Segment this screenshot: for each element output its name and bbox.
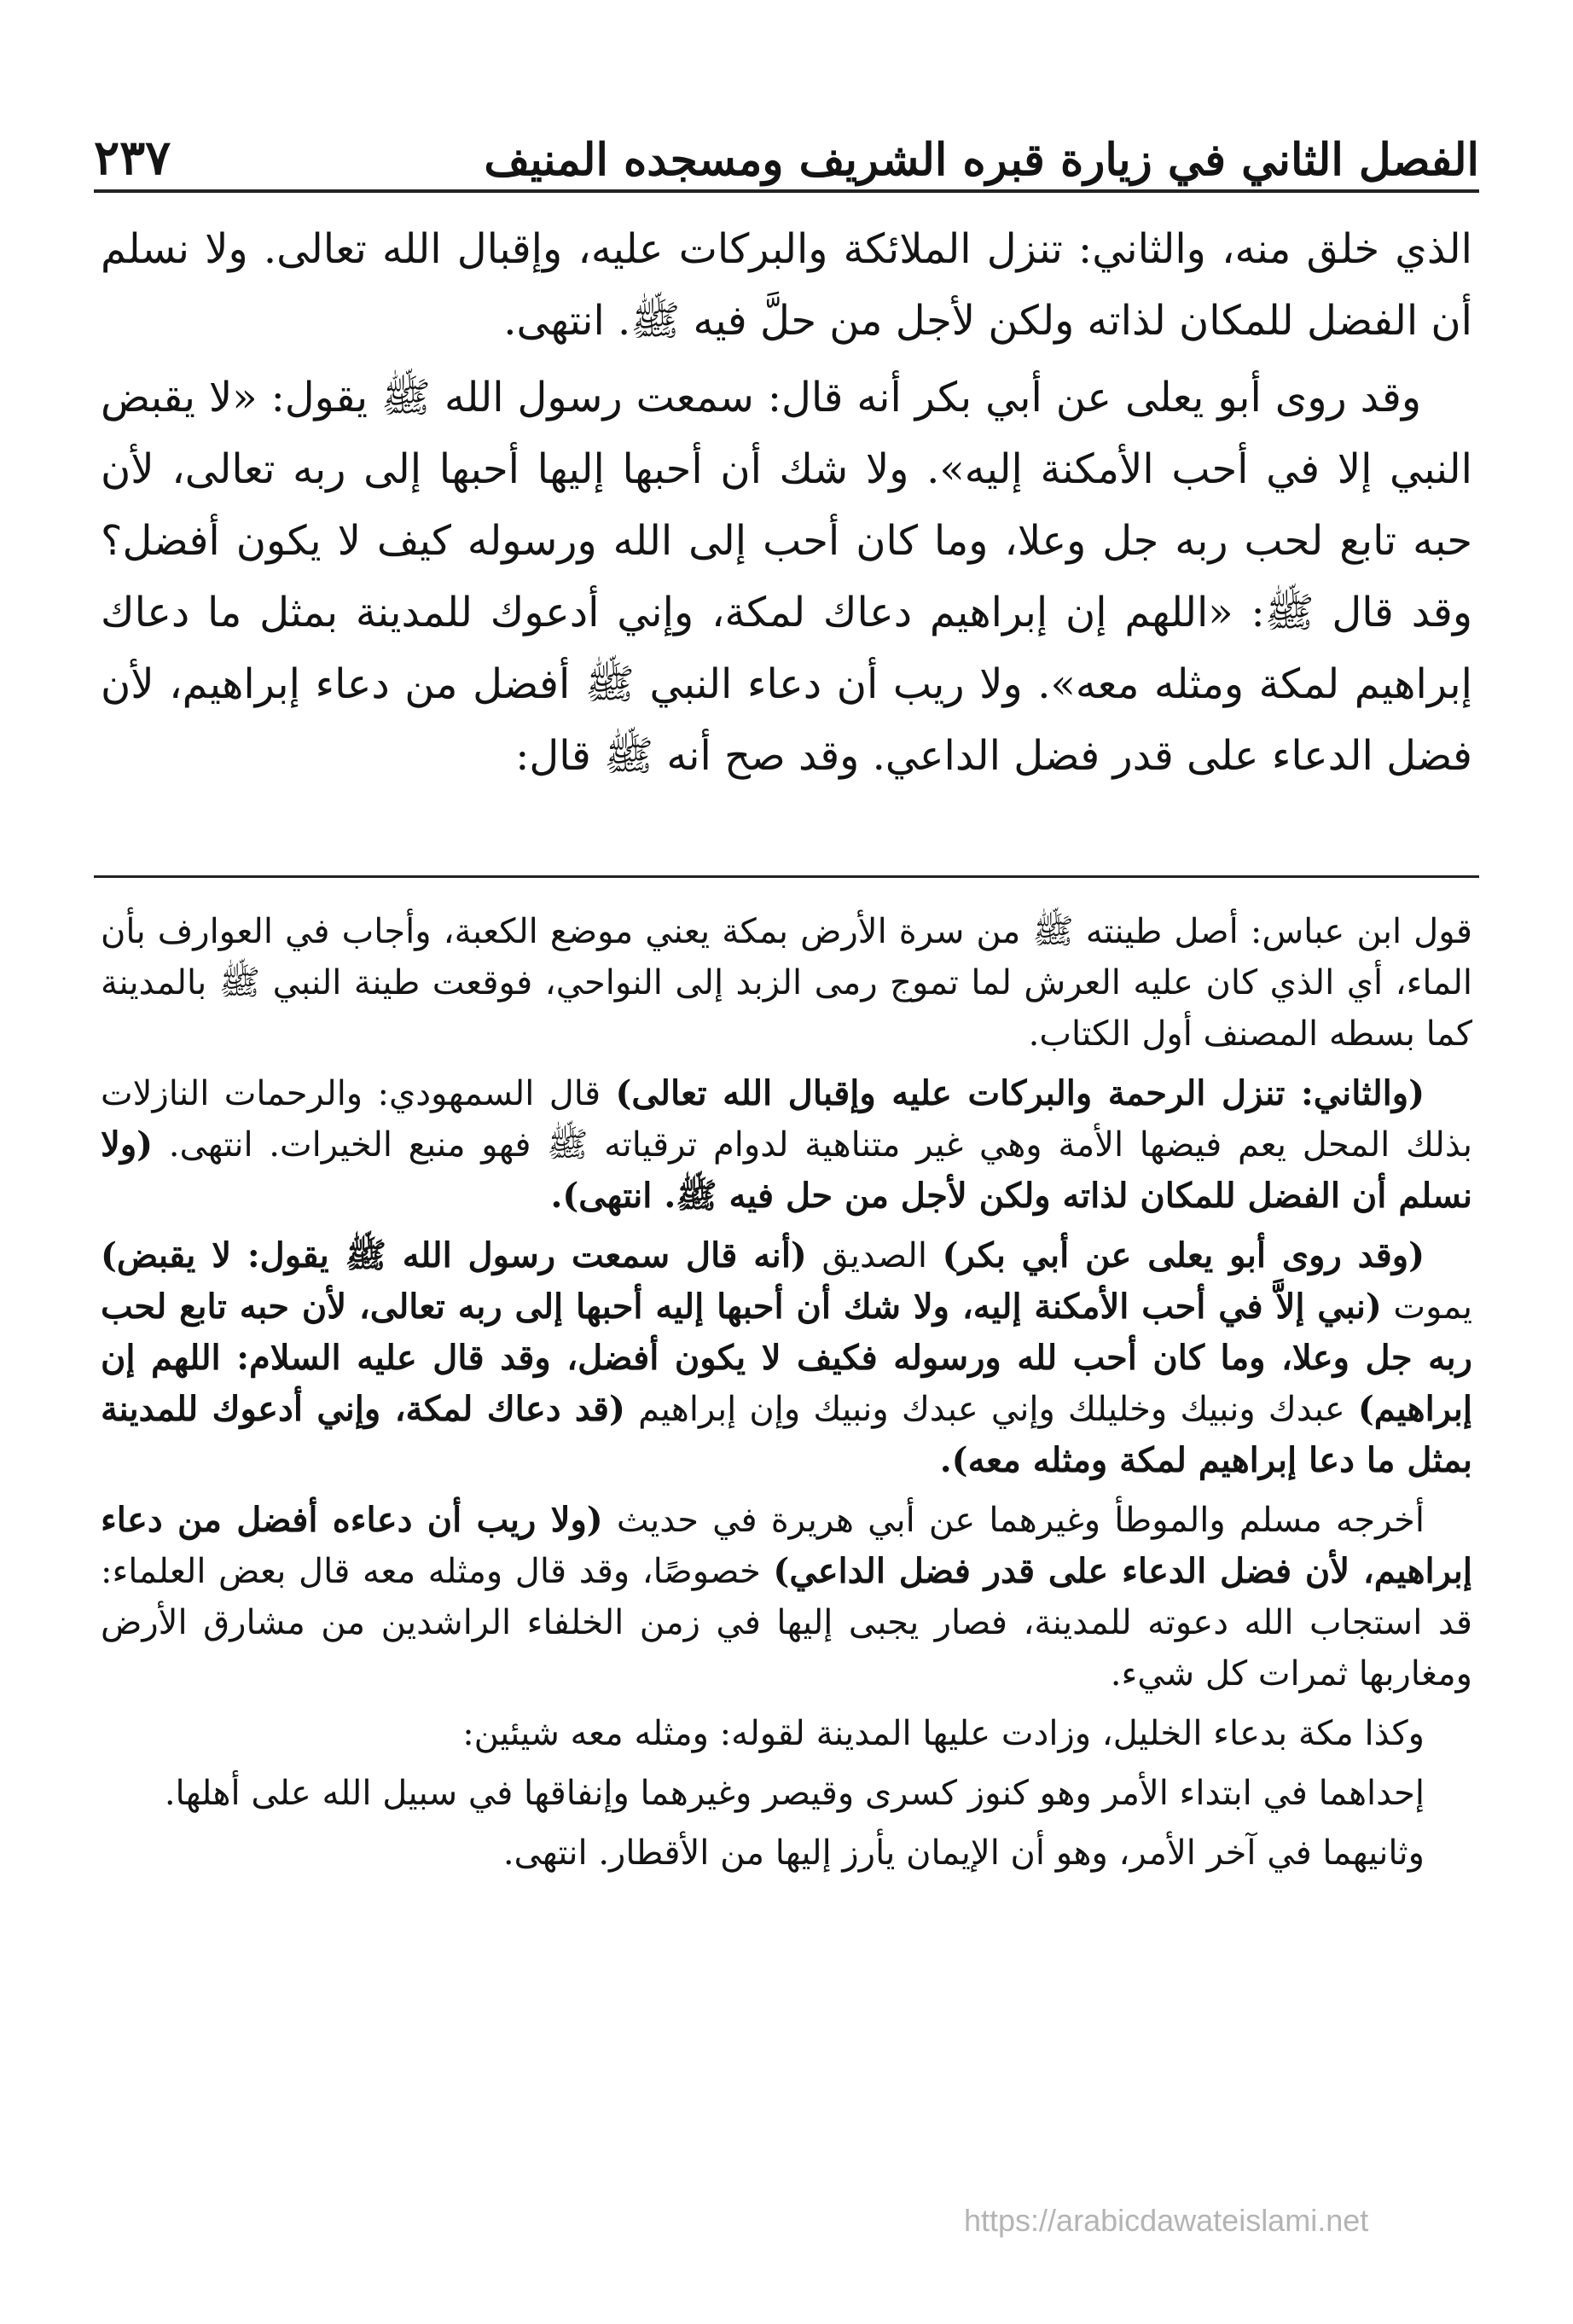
quoted-text: (نبي إلاَّ في أحب الأمكنة إليه، ولا شك أن أحبها إليه أحبها إلى ربه تعالى، لأن حبه تابع لحب ربه جل وعلا، وما كان أحب لله ورسوله فكيف لا يكون أفضل، وقد قال عليه السلام: اللهم إن إبراهيم) xyxy=(101,1287,1472,1429)
running-title: الفصل الثاني في زيارة قبره الشريف ومسجده المنيف xyxy=(484,134,1479,186)
main-paragraph-1: الذي خلق منه، والثاني: تنزل الملائكة والبركات عليه، وإقبال الله تعالى. ولا نسلم أن الفضل للمكان لذاته ولكن لأجل من حلَّ فيه ﷺ. انتهى. xyxy=(101,225,1472,345)
explanation-text: عبدك ونبيك وخليلك وإني عبدك ونبيك وإن إبراهيم xyxy=(624,1390,1358,1429)
quoted-text: (أنه قال سمعت رسول الله ﷺ يقول: لا يقبض) xyxy=(101,1235,807,1275)
commentary xyxy=(101,906,1472,1887)
watermark: https://arabicdawateislami.net xyxy=(964,2203,1369,2238)
main-text xyxy=(101,213,1472,797)
commentary-paragraph-1: قول ابن عباس: أصل طينته ﷺ من سرة الأرض بمكة يعني موضع الكعبة، وأجاب في العوارف بأن الماء، أي الذي كان عليه العرش لما تموج رمى الزبد إلى النواحي، فوقعت طينة النبي ﷺ بالمدينة كما بسطه المصنف أول الكتاب. xyxy=(101,912,1472,1054)
commentary-paragraph-7: وثانيهما في آخر الأمر، وهو أن الإيمان يأرز إليها من الأقطار. انتهى. xyxy=(502,1833,1425,1873)
commentary-paragraph-4 xyxy=(101,1495,1472,1699)
explanation-text: أخرجه مسلم والموطأ وغيرهما عن أبي هريرة في حديث xyxy=(602,1501,1425,1540)
explanation-text: قال السمهودي: والرحمات النازلات بذلك المحل يعم فيضها الأمة وهي غير متناهية لدوام ترقياته ﷺ فهو منبع الخيرات. انتهى. xyxy=(101,1074,1472,1165)
quoted-text: (ولا نسلم أن الفضل للمكان لذاته ولكن لأجل من حل فيه ﷺ. انتهى). xyxy=(101,1124,1472,1216)
main-paragraph-2: وقد روى أبو يعلى عن أبي بكر أنه قال: سمعت رسول الله ﷺ يقول: «لا يقبض النبي إلا في أحب الأمكنة إليه». ولا شك أن أحبها إليها أحبها إلى ربه تعالى، لأن حبه تابع لحب ربه جل وعلا، وما كان أحب إلى الله ورسوله كيف لا يكون أفضل؟ وقد قال ﷺ: «اللهم إن إبراهيم دعاك لمكة، وإني أدعوك للمدينة بمثل ما دعاك إبراهيم لمكة ومثله معه». ولا ريب أن دعاء النبي ﷺ أفضل من دعاء إبراهيم، لأن فضل الدعاء على قدر فضل الداعي. وقد صح أنه ﷺ قال: xyxy=(101,374,1473,780)
commentary-paragraph-3 xyxy=(101,1230,1472,1486)
footnote-rule xyxy=(94,875,1479,878)
explanation-text: الصديق xyxy=(806,1236,943,1275)
page-number: ٢٣٧ xyxy=(94,130,171,186)
quoted-text: (وقد روى أبو يعلى عن أبي بكر) xyxy=(942,1235,1425,1275)
commentary-paragraph-5: وكذا مكة بدعاء الخليل، وزادت عليها المدينة لقوله: ومثله معه شيئين: xyxy=(462,1714,1425,1753)
explanation-text: يموت xyxy=(1381,1287,1472,1327)
quoted-text: (قد دعاك لمكة، وإني أدعوك للمدينة بمثل ما دعا إبراهيم لمكة ومثله معه). xyxy=(101,1389,1472,1480)
explanation-text: خصوصًا، وقد قال ومثله معه قال بعض العلماء: قد استجاب الله دعوته للمدينة، فصار يجبى إليها في زمن الخلفاء الراشدين من مشارق الأرض ومغاربها ثمرات كل شيء. xyxy=(101,1552,1472,1694)
quoted-text: (والثاني: تنزل الرحمة والبركات عليه وإقبال الله تعالى) xyxy=(615,1073,1425,1113)
header-rule xyxy=(94,189,1479,193)
quoted-text: (ولا ريب أن دعاءه أفضل من دعاء إبراهيم، لأن فضل الدعاء على قدر فضل الداعي) xyxy=(101,1500,1472,1591)
commentary-paragraph-2 xyxy=(101,1068,1472,1222)
page-header xyxy=(94,101,1479,186)
commentary-paragraph-6: إحداهما في ابتداء الأمر وهو كنوز كسرى وقيصر وغيرهما وإنفاقها في سبيل الله على أهلها. xyxy=(164,1774,1425,1813)
